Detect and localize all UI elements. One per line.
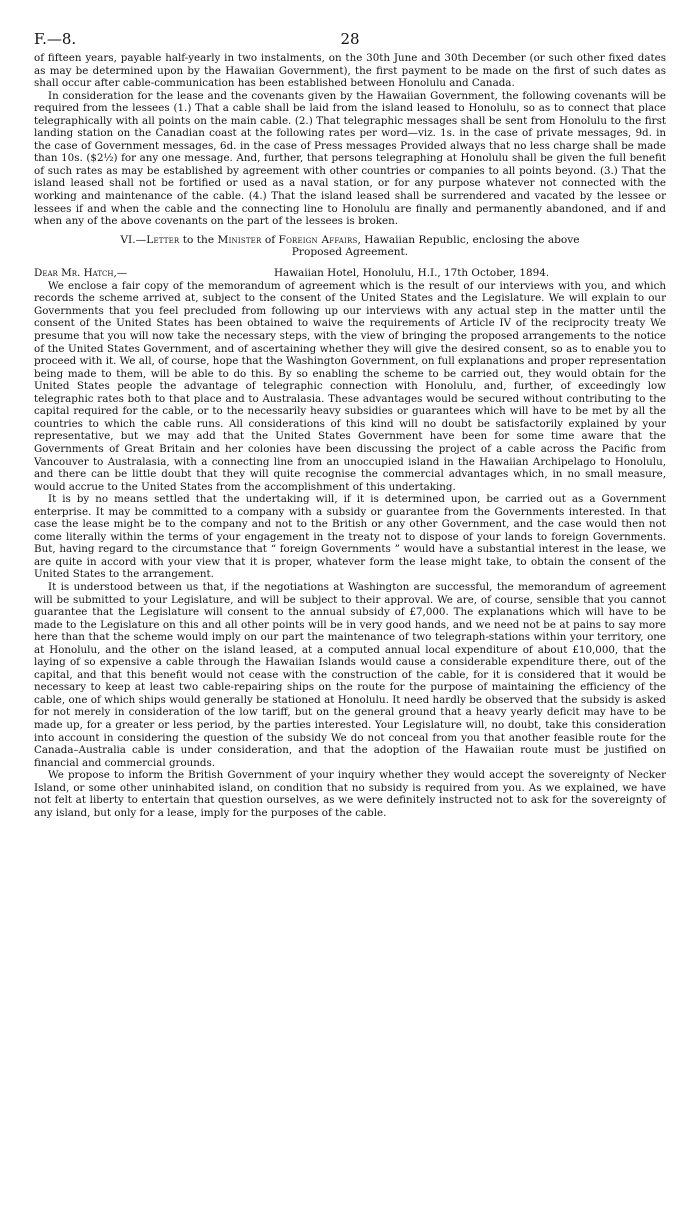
letter-paragraph-4: We propose to inform the British Government of your inquiry whether they would accept the sovereignty of Necker Island, or some other uninhabited island, on condition that no subsidy is required from you. As we explained, we have not felt at liberty to entertain that question ourselves, as we were definitely instructed not to ask for the sovereignty of any island, but only for a lease, imply for the purposes of the cable. xyxy=(34,769,666,819)
section-number: VI.— xyxy=(120,233,147,246)
section-heading xyxy=(34,234,666,259)
letter-paragraph-1: We enclose a fair copy of the memorandum of agreement which is the result of our interviews with you, and which records the scheme arrived at, subject to the consent of the United States and the Legislature. We will explain to our Governments that you feel precluded from following up our interviews with any actual step in the matter until the consent of the United States has been obtained to waive the requirements of Article IV of the reciprocity treaty We presume that you will now take the necessary steps, with the view of bringing the proposed arrangements to the notice of the United States Government, and of ascertaining whether they will give the desired consent, so as to enable you to proceed with it. We all, of course, hope that the Washington Government, on full explanations and proper representation being made to them, will be able to do this. By so enabling the scheme to be carried out, they would obtain for the United States people the advantage of telegraphic connection with Honolulu, and, further, of exceedingly low telegraphic rates both to that place and to Australasia. These advantages would be secured without contributing to the capital required for the cable, or to the necessarily heavy subsidies or guarantees which will have to be met by all the countries to which the cable runs. All considerations of this kind will no doubt be satisfactorily explained by your representative, but we may add that the United States Government have been for some time aware that the Governments of Great Britain and her colonies have been discussing the project of a cable across the Pacific from Vancouver to Australasia, with a connecting line from an unoccupied island in the Hawaiian Archipelago to Honolulu, and there can be little doubt that they will quite recognise the commercial advantages which, in no small measure, would accrue to the United States from the accomplishment of this undertaking. xyxy=(34,279,666,493)
letter-opening xyxy=(34,267,666,280)
letter-paragraph-3: It is understood between us that, if the negotiations at Washington are successful, the memorandum of agreement will be submitted to your Legislature, and will be subject to their approval. We are, of course, sensible that you cannot guarantee that the Legislature will consent to the annual subsidy of £7,000. The explanations which will have to be made to the Legislature on this and all other points will be in very good hands, and we need not be at pains to say more here than that the scheme would imply on our part the maintenance of two telegraph-stations within your territory, one at Honolulu, and the other on the island leased, at a computed annual local expenditure of about £10,000, that the laying of so expensive a cable through the Hawaiian Islands would cause a considerable expenditure there, out of the capital, and that this benefit would not cease with the construction of the cable, for it is considered that it would be necessary to keep at least two cable-repairing ships on the route for the purpose of maintaining the efficiency of the cable, one of which ships would generally be stationed at Honolulu. It need hardly be observed that the subsidy is asked for not merely in consideration of the low tariff, but on the general ground that a heavy yearly deficit may have to be made up, for a greater or less period, by the parties interested. Your Legislature will, no doubt, take this consideration into account in considering the question of the subsidy We do not conceal from you that another feasible route for the Canada–Australia cable is under consideration, and that the adoption of the Hawaiian route must be justified on financial and commercial grounds. xyxy=(34,580,666,769)
letter-paragraph-2: It is by no means settled that the undertaking will, if it is determined upon, be carried out as a Government enterprise. It may be committed to a company with a subsidy or guarantee from the Governments interested. In that case the lease might be to the company and not to the British or any other Government, and the case would then not come literally within the terms of your engagement in the treaty not to dispose of your lands to foreign Governments. But, having regard to the circumstance that “ foreign Governments ” would have a substantial interest in the lease, we are quite in accord with your view that it is proper, whatever form the lease might take, to obtain the consent of the United States to the arrangement. xyxy=(34,493,666,581)
section-heading-line-1 xyxy=(34,234,666,247)
running-head xyxy=(34,30,666,52)
heading-word-minister: Minister xyxy=(217,233,262,246)
heading-rest: , Hawaiian Republic, enclosing the above xyxy=(357,233,580,246)
document-reference: F.—8. xyxy=(34,30,77,48)
continued-paragraph: of fifteen years, payable half-yearly in two instalments, on the 30th June and 30th December (or such other fixed dates as may be determined upon by the Hawaiian Government), the first payment to be made on the first of such dates as shall occur after cable-communication has been established between Honolulu and Canada. xyxy=(34,52,666,90)
heading-word-letter: Letter xyxy=(146,233,180,246)
letter-body xyxy=(34,280,666,820)
dateline: Hawaiian Hotel, Honolulu, H.I., 17th October, 1894. xyxy=(274,266,550,279)
page-body xyxy=(34,52,666,228)
section-heading-line-2: Proposed Agreement. xyxy=(291,246,409,259)
heading-word-foreign-affairs: Foreign Affairs xyxy=(278,233,358,246)
salutation: Dear Mr. Hatch,— xyxy=(34,266,128,279)
heading-of: of xyxy=(264,233,276,246)
heading-to-the: to the xyxy=(182,233,215,246)
page-number: 28 xyxy=(340,30,360,48)
covenants-paragraph: In consideration for the lease and the covenants given by the Hawaiian Government, the following covenants will be required from the lessees (1.) That a cable shall be laid from the island leased to Honolulu, so as to connect that place telegraphically with all points on the main cable. (2.) That telegraphic messages shall be sent from Honolulu to the first landing station on the Canadian coast at the following rates per word—viz. 1s. in the case of private messages, 9d. in the case of Government messages, 6d. in the case of Press messages Provided always that no less charge shall be made than 10s. ($2½) for any one message. And, further, that persons telegraphing at Honolulu shall be given the full benefit of such rates as may be established by agreement with other countries or companies to all points beyond. (3.) That the island leased shall not be fortified or used as a naval station, or for any purpose whatever not connected with the working and maintenance of the cable. (4.) That the island leased shall be surrendered and vacated by the lessee or lessees if and when the cable and the connecting line to Honolulu are finally and permanently abandoned, and if and when any of the above covenants on the part of the lessees is broken. xyxy=(34,89,666,228)
